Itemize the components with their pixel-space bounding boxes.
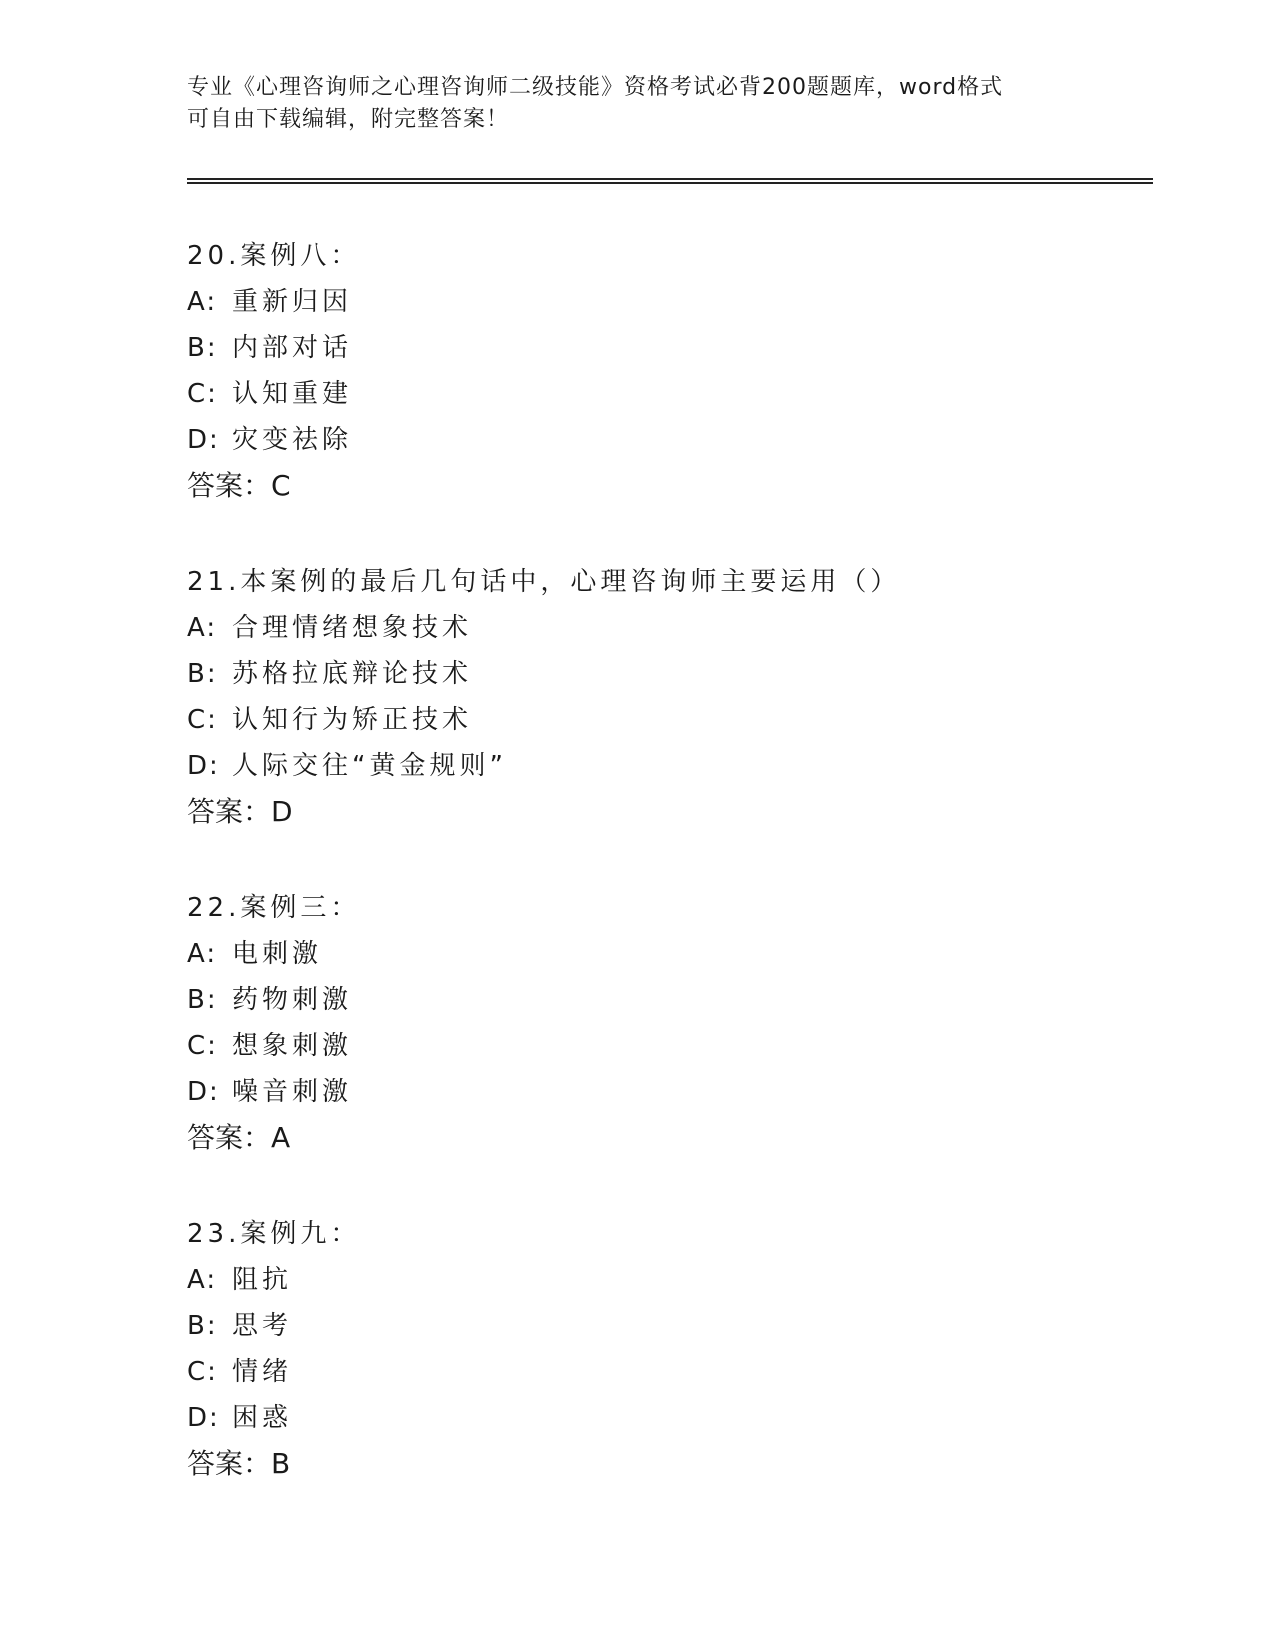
option-text: 内部对话 <box>232 333 353 363</box>
option-c <box>187 1349 1147 1395</box>
option-letter: D: <box>187 751 220 781</box>
question-item <box>187 885 1147 1161</box>
answer-line: 答案：B <box>187 1447 291 1480</box>
option-b <box>187 651 1147 697</box>
question-stem: 20.案例八： <box>187 241 361 271</box>
option-text: 灾变祛除 <box>232 425 353 455</box>
option-text: 想象刺激 <box>232 1031 353 1061</box>
header-line-1: 专业《心理咨询师之心理咨询师二级技能》资格考试必背200题题库，word格式 <box>187 75 1004 100</box>
option-letter: B: <box>187 333 218 363</box>
header-divider-top <box>187 178 1153 180</box>
option-letter: B: <box>187 659 218 689</box>
option-letter: B: <box>187 985 218 1015</box>
option-letter: C: <box>187 705 218 735</box>
option-text: 电刺激 <box>232 939 323 969</box>
option-letter: D: <box>187 1077 220 1107</box>
option-text: 阻抗 <box>232 1265 293 1295</box>
option-letter: D: <box>187 1403 220 1433</box>
option-text: 困惑 <box>232 1403 293 1433</box>
option-c <box>187 697 1147 743</box>
answer-line: 答案：D <box>187 795 293 828</box>
option-letter: A: <box>187 939 218 969</box>
option-text: 重新归因 <box>232 287 353 317</box>
option-text: 噪音刺激 <box>232 1077 353 1107</box>
option-text: 苏格拉底辩论技术 <box>232 659 473 689</box>
option-text: 思考 <box>232 1311 293 1341</box>
option-d <box>187 1395 1147 1441</box>
option-b <box>187 325 1147 371</box>
option-a <box>187 279 1147 325</box>
option-letter: A: <box>187 287 218 317</box>
option-letter: C: <box>187 1357 218 1387</box>
option-text: 药物刺激 <box>232 985 353 1015</box>
option-c <box>187 1023 1147 1069</box>
question-item <box>187 1211 1147 1487</box>
question-list <box>187 233 1147 1537</box>
option-text: 合理情绪想象技术 <box>232 613 473 643</box>
question-stem: 21.本案例的最后几句话中，心理咨询师主要运用（） <box>187 567 901 597</box>
option-letter: A: <box>187 613 218 643</box>
answer-line: 答案：A <box>187 1121 291 1154</box>
option-text: 认知行为矫正技术 <box>232 705 473 735</box>
option-text: 情绪 <box>232 1357 293 1387</box>
option-letter: A: <box>187 1265 218 1295</box>
option-text: 认知重建 <box>232 379 353 409</box>
option-a <box>187 1257 1147 1303</box>
header-divider-bottom <box>187 182 1153 184</box>
option-c <box>187 371 1147 417</box>
answer-line: 答案：C <box>187 469 291 502</box>
option-d <box>187 743 1147 789</box>
header-line-2: 可自由下载编辑，附完整答案！ <box>187 107 510 132</box>
option-letter: C: <box>187 379 218 409</box>
option-letter: D: <box>187 425 220 455</box>
option-a <box>187 931 1147 977</box>
question-item <box>187 233 1147 509</box>
question-stem: 23.案例九： <box>187 1219 361 1249</box>
option-letter: B: <box>187 1311 218 1341</box>
question-stem: 22.案例三： <box>187 893 361 923</box>
document-header <box>187 72 1067 136</box>
option-b <box>187 1303 1147 1349</box>
option-d <box>187 417 1147 463</box>
option-d <box>187 1069 1147 1115</box>
option-letter: C: <box>187 1031 218 1061</box>
option-text: 人际交往“黄金规则” <box>232 751 507 781</box>
question-item <box>187 559 1147 835</box>
option-a <box>187 605 1147 651</box>
option-b <box>187 977 1147 1023</box>
